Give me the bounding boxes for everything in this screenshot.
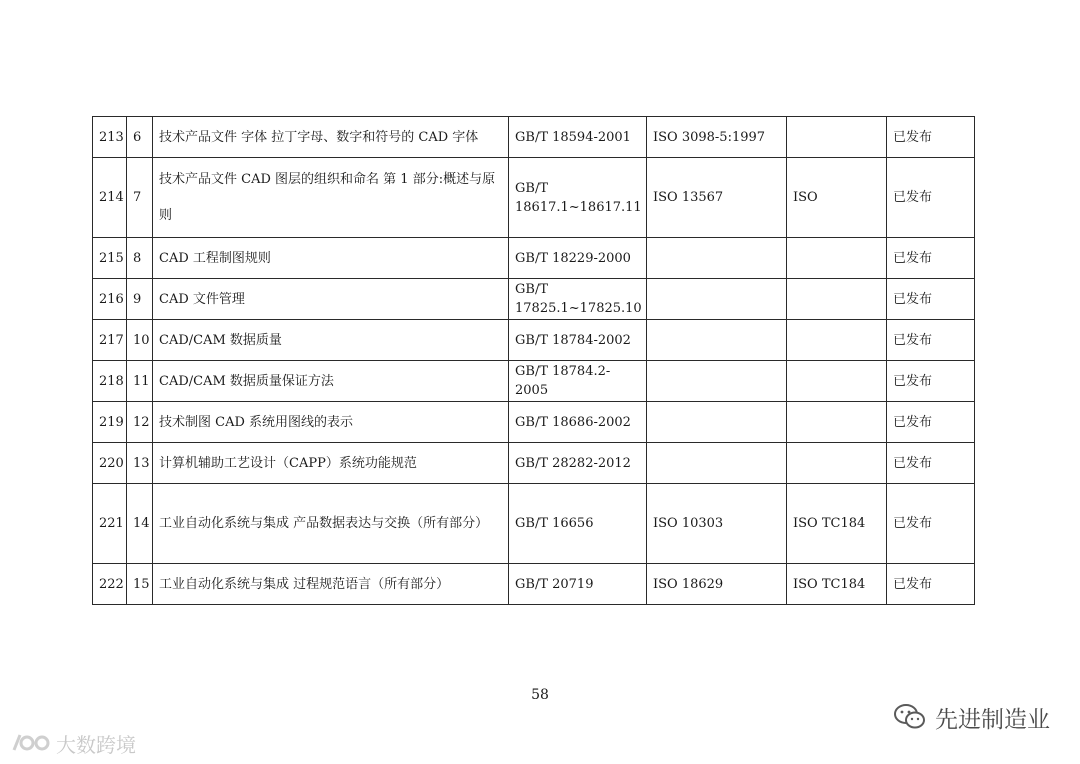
cell-status	[887, 361, 975, 402]
cell-gb-code	[509, 484, 647, 564]
cell-status	[887, 443, 975, 484]
cell-standard-name	[153, 564, 509, 605]
cell-status	[887, 279, 975, 320]
status-text: 已发布	[893, 332, 933, 348]
row-index-text: 15	[133, 576, 150, 592]
cell-status	[887, 117, 975, 158]
status-text: 已发布	[893, 291, 933, 307]
table-row	[93, 158, 975, 238]
cell-standard-name	[153, 402, 509, 443]
status-text: 已发布	[893, 129, 933, 145]
cell-gb-code	[509, 361, 647, 402]
cell-row-number	[93, 443, 127, 484]
row-index-text: 14	[133, 516, 150, 531]
standards-table	[92, 116, 975, 605]
table-row	[93, 320, 975, 361]
cell-iso-code	[647, 443, 787, 484]
status-text: 已发布	[893, 373, 933, 389]
row-number-text: 216	[99, 291, 124, 307]
cell-organization	[787, 564, 887, 605]
cell-standard-name	[153, 158, 509, 238]
row-number-text: 220	[99, 455, 124, 471]
gb-code-text: GB/T 18617.1~18617.11	[515, 180, 642, 215]
cell-standard-name	[153, 443, 509, 484]
cell-gb-code	[509, 158, 647, 238]
cell-iso-code	[647, 361, 787, 402]
cell-standard-name	[153, 484, 509, 564]
cell-row-index	[127, 158, 153, 238]
standard-name-text: 工业自动化系统与集成 过程规范语言（所有部分）	[159, 576, 450, 592]
cell-organization	[787, 443, 887, 484]
cell-iso-code	[647, 484, 787, 564]
cell-organization	[787, 320, 887, 361]
table-row	[93, 238, 975, 279]
cell-status	[887, 484, 975, 564]
cell-row-index	[127, 117, 153, 158]
status-text: 已发布	[893, 455, 933, 471]
table-row	[93, 402, 975, 443]
status-text: 已发布	[893, 576, 933, 592]
cell-row-index	[127, 564, 153, 605]
cell-gb-code	[509, 564, 647, 605]
cell-row-index	[127, 443, 153, 484]
cell-gb-code	[509, 279, 647, 320]
row-index-text: 10	[133, 332, 150, 348]
cell-row-number	[93, 361, 127, 402]
row-index-text: 11	[133, 373, 150, 389]
gb-code-text: GB/T 18686-2002	[515, 414, 631, 430]
standard-name-text: 技术制图 CAD 系统用图线的表示	[159, 414, 354, 430]
row-number-text: 221	[99, 516, 124, 531]
cell-iso-code	[647, 238, 787, 279]
cell-organization	[787, 158, 887, 238]
cell-row-index	[127, 402, 153, 443]
cell-iso-code	[647, 158, 787, 238]
gb-code-text: GB/T 28282-2012	[515, 455, 631, 471]
row-index-text: 7	[133, 190, 142, 205]
page-number: 58	[531, 687, 549, 703]
cell-iso-code	[647, 564, 787, 605]
cell-standard-name	[153, 320, 509, 361]
cell-iso-code	[647, 402, 787, 443]
gb-code-text: GB/T 18594-2001	[515, 129, 631, 145]
cell-row-number	[93, 402, 127, 443]
cell-standard-name	[153, 279, 509, 320]
row-number-text: 214	[99, 190, 124, 205]
cell-status	[887, 402, 975, 443]
wechat-icon	[893, 702, 927, 732]
row-index-text: 9	[133, 291, 142, 307]
cell-organization	[787, 484, 887, 564]
cell-status	[887, 238, 975, 279]
gb-code-text: GB/T 18784-2002	[515, 332, 631, 348]
gb-code-text: GB/T 16656	[515, 516, 594, 531]
table-row	[93, 117, 975, 158]
status-text: 已发布	[893, 250, 933, 266]
row-number-text: 213	[99, 129, 124, 145]
cell-row-number	[93, 279, 127, 320]
iso-code-text: ISO 10303	[653, 516, 724, 531]
cell-organization	[787, 117, 887, 158]
cell-row-number	[93, 484, 127, 564]
cell-row-index	[127, 361, 153, 402]
organization-text: ISO	[793, 190, 818, 205]
cell-organization	[787, 361, 887, 402]
watermark-brand	[10, 728, 136, 758]
watermark-left-text: 大数跨境	[56, 732, 136, 757]
standard-name-text: CAD/CAM 数据质量	[159, 332, 282, 348]
cell-row-index	[127, 320, 153, 361]
cell-organization	[787, 279, 887, 320]
cell-standard-name	[153, 361, 509, 402]
cell-row-index	[127, 484, 153, 564]
row-index-text: 8	[133, 250, 142, 266]
table-row	[93, 564, 975, 605]
row-number-text: 215	[99, 250, 124, 266]
cell-organization	[787, 402, 887, 443]
standard-name-text: 计算机辅助工艺设计（CAPP）系统功能规范	[159, 455, 417, 471]
standard-name-text: CAD/CAM 数据质量保证方法	[159, 373, 334, 389]
watermark-right-text: 先进制造业	[935, 706, 1050, 733]
cell-status	[887, 320, 975, 361]
watermark-wechat	[893, 700, 1050, 734]
row-index-text: 6	[133, 129, 142, 145]
organization-text: ISO TC184	[793, 576, 866, 592]
row-number-text: 218	[99, 373, 124, 389]
cell-status	[887, 158, 975, 238]
cell-gb-code	[509, 402, 647, 443]
cell-iso-code	[647, 117, 787, 158]
table-row	[93, 279, 975, 320]
gb-code-text: GB/T 20719	[515, 576, 594, 592]
cell-gb-code	[509, 117, 647, 158]
gb-code-text: GB/T 17825.1~17825.10	[515, 282, 642, 316]
cell-standard-name	[153, 238, 509, 279]
row-number-text: 217	[99, 332, 124, 348]
cell-row-number	[93, 117, 127, 158]
cell-row-number	[93, 320, 127, 361]
cell-row-number	[93, 238, 127, 279]
row-index-text: 12	[133, 414, 150, 430]
cell-iso-code	[647, 279, 787, 320]
iso-code-text: ISO 13567	[653, 190, 724, 205]
gb-code-text: GB/T 18229-2000	[515, 250, 631, 266]
status-text: 已发布	[893, 414, 933, 430]
brand-logo-icon	[10, 730, 52, 756]
cell-row-number	[93, 564, 127, 605]
table-row	[93, 361, 975, 402]
organization-text: ISO TC184	[793, 516, 866, 531]
cell-iso-code	[647, 320, 787, 361]
standard-name-text: CAD 工程制图规则	[159, 250, 271, 266]
row-index-text: 13	[133, 455, 150, 471]
standard-name-text: 技术产品文件 CAD 图层的组织和命名 第 1 部分:概述与原则	[159, 171, 496, 223]
cell-organization	[787, 238, 887, 279]
cell-row-index	[127, 238, 153, 279]
standards-table-body	[93, 117, 975, 605]
status-text: 已发布	[893, 190, 933, 205]
standard-name-text: 技术产品文件 字体 拉丁字母、数字和符号的 CAD 字体	[159, 129, 479, 145]
table-row	[93, 484, 975, 564]
row-number-text: 219	[99, 414, 124, 430]
standard-name-text: 工业自动化系统与集成 产品数据表达与交换（所有部分）	[159, 515, 489, 531]
cell-standard-name	[153, 117, 509, 158]
cell-gb-code	[509, 320, 647, 361]
iso-code-text: ISO 3098-5:1997	[653, 129, 766, 145]
cell-status	[887, 564, 975, 605]
standard-name-text: CAD 文件管理	[159, 291, 245, 307]
cell-row-number	[93, 158, 127, 238]
gb-code-text: GB/T 18784.2-2005	[515, 364, 611, 398]
cell-row-index	[127, 279, 153, 320]
cell-gb-code	[509, 443, 647, 484]
table-row	[93, 443, 975, 484]
status-text: 已发布	[893, 516, 933, 531]
row-number-text: 222	[99, 576, 124, 592]
cell-gb-code	[509, 238, 647, 279]
iso-code-text: ISO 18629	[653, 576, 724, 592]
